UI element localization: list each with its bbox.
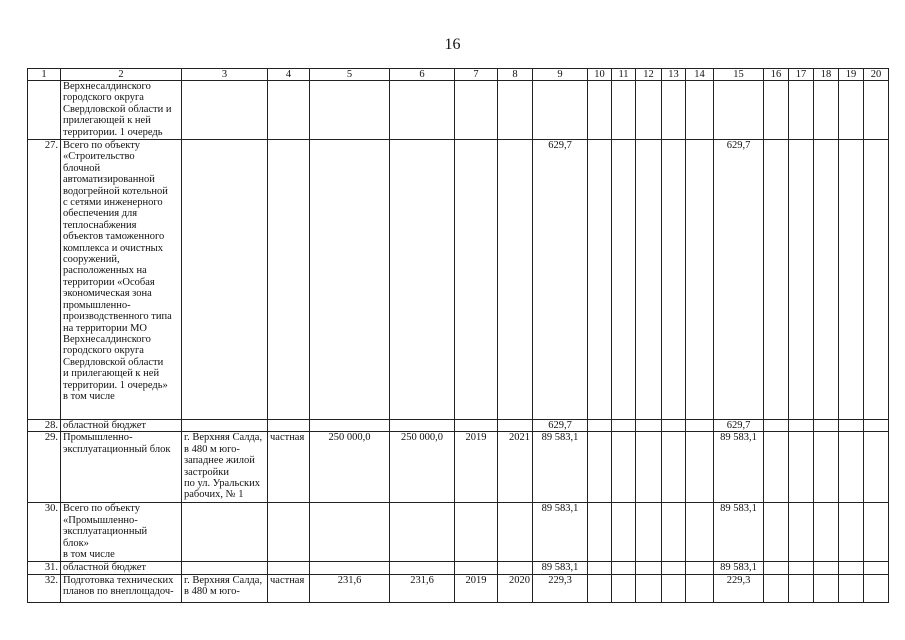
text-line: Всего по объекту (63, 140, 140, 151)
empty-cell-16 (764, 562, 789, 574)
start-year (455, 140, 498, 420)
object-location (182, 574, 268, 602)
ownership-form (268, 140, 310, 420)
empty-cell-16 (764, 140, 789, 420)
end-year (498, 420, 533, 432)
text-line: областной бюджет (63, 562, 146, 574)
header-cell-1: 1 (28, 69, 61, 81)
object-location (182, 562, 268, 574)
estimated-cost (310, 420, 390, 432)
empty-cell-12 (636, 432, 662, 503)
text-line: в 480 м юго- (184, 443, 240, 455)
text-line: городского округа (63, 92, 144, 104)
text-line: областной бюджет (63, 420, 146, 431)
empty-cell-20 (864, 140, 889, 420)
empty-cell-20 (864, 562, 889, 574)
text-line: производственного типа (63, 311, 172, 323)
empty-cell-11 (612, 574, 636, 602)
text-line: «Строительство (63, 151, 135, 163)
text-line: блок» (63, 537, 89, 549)
empty-cell-14 (686, 562, 714, 574)
empty-cell-19 (839, 562, 864, 574)
text-line: расположенных на (63, 265, 147, 277)
empty-cell-19 (839, 140, 864, 420)
end-year (498, 140, 533, 420)
row-number: 28. (28, 420, 61, 432)
estimated-cost (310, 81, 390, 140)
header-cell-9: 9 (533, 69, 588, 81)
total-funding: 89 583,1 (533, 432, 588, 503)
total-funding: 89 583,1 (533, 562, 588, 574)
text-line: г. Верхняя Салда, (184, 432, 263, 444)
empty-cell-20 (864, 503, 889, 562)
text-line: объектов таможенного (63, 231, 165, 243)
text-line: рабочих, № 1 (184, 489, 244, 501)
empty-cell-17 (789, 81, 814, 140)
text-line: и прилегающей к ней (63, 368, 160, 380)
ownership-form: частная (268, 432, 310, 503)
object-location (182, 81, 268, 140)
header-cell-2: 2 (61, 69, 182, 81)
empty-cell-17 (789, 420, 814, 432)
ownership-form: частная (268, 574, 310, 602)
empty-cell-14 (686, 503, 714, 562)
text-line: по ул. Уральских (184, 478, 260, 490)
empty-cell-16 (764, 420, 789, 432)
header-cell-5: 5 (310, 69, 390, 81)
empty-cell-16 (764, 503, 789, 562)
empty-cell-18 (814, 432, 839, 503)
empty-cell-12 (636, 140, 662, 420)
estimated-cost: 231,6 (310, 574, 390, 602)
object-name (61, 574, 182, 602)
funding-column-15: 89 583,1 (714, 503, 764, 562)
empty-cell-11 (612, 140, 636, 420)
total-funding (533, 81, 588, 140)
ownership-form (268, 420, 310, 432)
empty-cell-20 (864, 420, 889, 432)
empty-cell-14 (686, 432, 714, 503)
text-line: городского округа (63, 345, 144, 357)
row-number (28, 81, 61, 140)
header-cell-10: 10 (588, 69, 612, 81)
row-number: 27. (28, 140, 61, 420)
start-year (455, 420, 498, 432)
text-line: водогрейной котельной (63, 185, 168, 197)
end-year: 2020 (498, 574, 533, 602)
empty-cell-13 (662, 574, 686, 602)
text-line: комплекса и очистных (63, 242, 163, 254)
empty-cell-17 (789, 140, 814, 420)
text-line: планов по внеплощадоч- (63, 586, 174, 598)
text-line: территории. 1 очередь» (63, 379, 168, 391)
empty-cell-20 (864, 574, 889, 602)
empty-cell-11 (612, 420, 636, 432)
empty-cell-11 (612, 432, 636, 503)
text-line: застройки (184, 466, 230, 478)
text-line: Верхнесалдинского (63, 81, 151, 92)
header-cell-15: 15 (714, 69, 764, 81)
empty-cell-11 (612, 503, 636, 562)
empty-cell-14 (686, 140, 714, 420)
empty-cell-17 (789, 503, 814, 562)
empty-cell-14 (686, 574, 714, 602)
empty-cell-13 (662, 81, 686, 140)
text-line: с сетями инженерного (63, 197, 163, 209)
object-location (182, 420, 268, 432)
empty-cell-10 (588, 574, 612, 602)
header-cell-6: 6 (390, 69, 455, 81)
text-line: Свердловской области (63, 356, 164, 368)
estimated-cost: 250 000,0 (310, 432, 390, 503)
text-line: Свердловской области и (63, 103, 172, 115)
row-number: 30. (28, 503, 61, 562)
remaining-cost (390, 503, 455, 562)
table-row (28, 140, 889, 420)
empty-cell-13 (662, 562, 686, 574)
object-name (61, 432, 182, 503)
object-name (61, 562, 182, 574)
header-cell-8: 8 (498, 69, 533, 81)
table-row (28, 432, 889, 503)
empty-cell-11 (612, 81, 636, 140)
object-name (61, 503, 182, 562)
end-year (498, 81, 533, 140)
object-location (182, 503, 268, 562)
end-year (498, 503, 533, 562)
estimated-cost (310, 140, 390, 420)
text-line: Промышленно- (63, 432, 133, 444)
empty-cell-18 (814, 574, 839, 602)
text-line: эксплуатационный (63, 526, 148, 538)
text-line: автоматизированной (63, 174, 155, 186)
start-year (455, 562, 498, 574)
header-cell-19: 19 (839, 69, 864, 81)
object-location (182, 140, 268, 420)
object-name (61, 420, 182, 432)
ownership-form (268, 562, 310, 574)
empty-cell-18 (814, 140, 839, 420)
remaining-cost (390, 562, 455, 574)
empty-cell-18 (814, 420, 839, 432)
row-number: 29. (28, 432, 61, 503)
empty-cell-18 (814, 81, 839, 140)
empty-cell-13 (662, 503, 686, 562)
object-name (61, 140, 182, 420)
row-number: 32. (28, 574, 61, 602)
text-line: на территории МО (63, 322, 148, 334)
text-line: сооружений, (63, 254, 120, 266)
empty-cell-14 (686, 81, 714, 140)
remaining-cost: 250 000,0 (390, 432, 455, 503)
text-line: экономическая зона (63, 288, 152, 300)
total-funding: 89 583,1 (533, 503, 588, 562)
empty-cell-12 (636, 574, 662, 602)
header-cell-14: 14 (686, 69, 714, 81)
empty-cell-10 (588, 503, 612, 562)
start-year: 2019 (455, 432, 498, 503)
ownership-form (268, 503, 310, 562)
end-year (498, 562, 533, 574)
header-cell-16: 16 (764, 69, 789, 81)
funding-column-15: 629,7 (714, 140, 764, 420)
empty-cell-10 (588, 562, 612, 574)
remaining-cost (390, 81, 455, 140)
text-line: эксплуатационный блок (63, 443, 171, 455)
text-line: теплоснабжения (63, 219, 137, 231)
remaining-cost (390, 420, 455, 432)
empty-cell-12 (636, 81, 662, 140)
text-line: блочной (63, 162, 101, 174)
empty-cell-17 (789, 574, 814, 602)
header-cell-7: 7 (455, 69, 498, 81)
ownership-form (268, 81, 310, 140)
empty-cell-12 (636, 503, 662, 562)
column-number-header (28, 69, 889, 81)
start-year: 2019 (455, 574, 498, 602)
start-year (455, 81, 498, 140)
empty-cell-10 (588, 432, 612, 503)
funding-column-15: 89 583,1 (714, 562, 764, 574)
text-line: Верхнесалдинского (63, 333, 151, 345)
empty-cell-19 (839, 503, 864, 562)
table-row (28, 574, 889, 602)
header-cell-18: 18 (814, 69, 839, 81)
empty-cell-12 (636, 420, 662, 432)
empty-cell-10 (588, 140, 612, 420)
total-funding: 629,7 (533, 140, 588, 420)
total-funding: 629,7 (533, 420, 588, 432)
funding-column-15: 229,3 (714, 574, 764, 602)
empty-cell-19 (839, 420, 864, 432)
start-year (455, 503, 498, 562)
header-cell-4: 4 (268, 69, 310, 81)
empty-cell-13 (662, 420, 686, 432)
table-row (28, 562, 889, 574)
empty-cell-17 (789, 562, 814, 574)
empty-cell-10 (588, 420, 612, 432)
page-number: 16 (444, 36, 461, 53)
object-location (182, 432, 268, 503)
remaining-cost (390, 140, 455, 420)
empty-cell-16 (764, 574, 789, 602)
text-line: в том числе (63, 549, 115, 561)
empty-cell-13 (662, 432, 686, 503)
text-line: Всего по объекту (63, 503, 140, 515)
text-line: г. Верхняя Салда, (184, 574, 263, 586)
empty-cell-19 (839, 574, 864, 602)
funding-column-15: 89 583,1 (714, 432, 764, 503)
empty-cell-17 (789, 432, 814, 503)
text-line: в том числе (63, 390, 115, 402)
header-cell-13: 13 (662, 69, 686, 81)
empty-cell-20 (864, 432, 889, 503)
investment-table (27, 68, 889, 603)
empty-cell-19 (839, 432, 864, 503)
text-line: территории «Особая (63, 276, 155, 288)
text-line: промышленно- (63, 299, 131, 311)
empty-cell-19 (839, 81, 864, 140)
empty-cell-14 (686, 420, 714, 432)
table-row (28, 420, 889, 432)
header-cell-3: 3 (182, 69, 268, 81)
empty-cell-11 (612, 562, 636, 574)
text-line: в 480 м юго- (184, 586, 240, 598)
empty-cell-16 (764, 81, 789, 140)
table-row (28, 503, 889, 562)
text-line: Подготовка технических (63, 574, 174, 586)
end-year: 2021 (498, 432, 533, 503)
empty-cell-16 (764, 432, 789, 503)
estimated-cost (310, 562, 390, 574)
funding-column-15 (714, 81, 764, 140)
text-line: «Промышленно- (63, 514, 138, 526)
empty-cell-20 (864, 81, 889, 140)
header-cell-17: 17 (789, 69, 814, 81)
row-number: 31. (28, 562, 61, 574)
text-line: территории. 1 очередь (63, 126, 163, 138)
empty-cell-18 (814, 503, 839, 562)
estimated-cost (310, 503, 390, 562)
empty-cell-18 (814, 562, 839, 574)
empty-cell-10 (588, 81, 612, 140)
text-line: обеспечения для (63, 208, 138, 220)
header-cell-11: 11 (612, 69, 636, 81)
empty-cell-13 (662, 140, 686, 420)
header-cell-12: 12 (636, 69, 662, 81)
funding-column-15: 629,7 (714, 420, 764, 432)
text-line: западнее жилой (184, 455, 255, 467)
table-row (28, 81, 889, 140)
total-funding: 229,3 (533, 574, 588, 602)
remaining-cost: 231,6 (390, 574, 455, 602)
object-name (61, 81, 182, 140)
text-line: прилегающей к ней (63, 115, 151, 127)
header-cell-20: 20 (864, 69, 889, 81)
empty-cell-12 (636, 562, 662, 574)
